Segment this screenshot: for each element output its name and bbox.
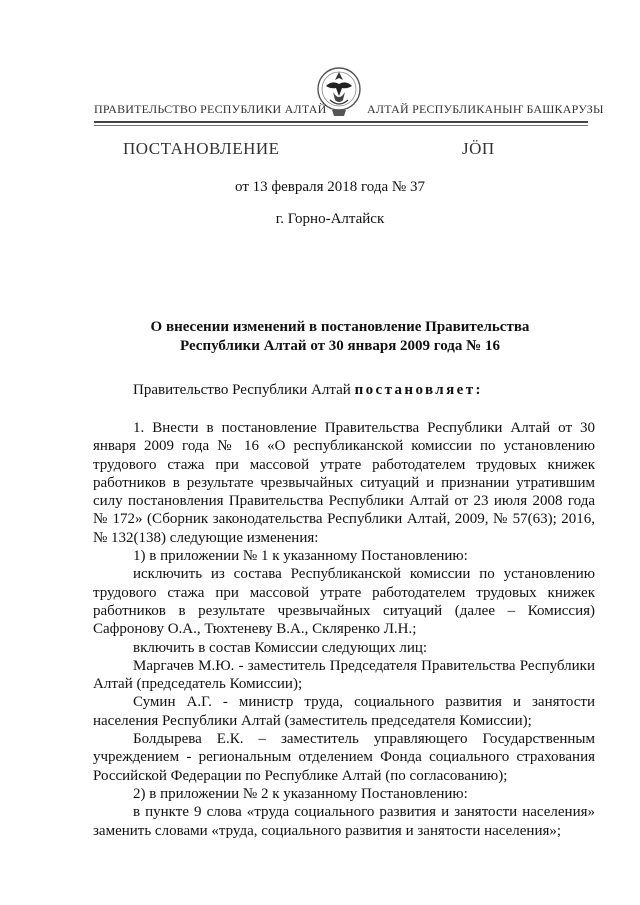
header-divider (94, 121, 588, 123)
document-type-ru: ПОСТАНОВЛЕНИЕ (123, 139, 280, 158)
document-type-alt: JÖП (462, 139, 495, 158)
paragraph: исключить из состава Республиканской комиссии по установлению трудового стажа при массовой утрате работодателем трудовых книжек работников в результате чрезвычайных ситуаций (далее – Комиссия) Сафронову О.А., Тюхтеневу В.А., Скляренко Л.Н.; (93, 566, 595, 638)
paragraph: Сумин А.Г. - министр труда, социального развития и занятости населения Республики Алтай (заместитель председателя Комиссии); (93, 694, 595, 729)
paragraph: Маргачев М.Ю. - заместитель Председателя Правительства Республики Алтай (председатель Комиссии); (93, 657, 595, 693)
government-name-ru: ПРАВИТЕЛЬСТВО РЕСПУБЛИКИ АЛТАЙ (94, 102, 327, 116)
paragraph: 2) в приложении № 2 к указанному Постановлению: (133, 785, 468, 802)
preamble (133, 382, 483, 399)
document-date-number: от 13 февраля 2018 года № 37 (235, 179, 425, 195)
header-divider-thin (94, 125, 588, 126)
preamble-verb: постановляет: (354, 382, 483, 398)
paragraph: включить в состав Комиссии следующих лиц: (133, 639, 428, 656)
paragraph: Болдырева Е.К. – заместитель управляющего Государственным учреждением - региональным отделением Фонда социального страхования Российской Федерации по Республике Алтай (по согласованию); (93, 731, 595, 784)
document-title (110, 318, 570, 356)
paragraph: 1. Внести в постановление Правительства Республики Алтай от 30 января 2009 года № 16 «О республиканской комиссии по установлению трудового стажа при массовой утрате работодателем трудовых книжек работников в результате чрезвычайных ситуаций и признании утратившим силу постановления Правительства Республики Алтай от 23 июля 2008 года № 172» (Сборник законодательства Республики Алтай, 2009, № 57(63); 2016, № 132(138) следующие изменения: (93, 420, 595, 546)
preamble-text: Правительство Республики Алтай (133, 382, 351, 398)
document-body (93, 419, 595, 840)
paragraph: в пункте 9 слова «труда социального развития и занятости населения» заменить словами «труда, социального развития и занятости населения»; (93, 804, 595, 839)
government-name-alt: АЛТАЙ РЕСПУБЛИКАНЫҤ БАШКАРУЗЫ (367, 102, 604, 116)
title-line-2: Республики Алтай от 30 января 2009 года № 16 (180, 338, 500, 354)
paragraph: 1) в приложении № 1 к указанному Постановлению: (133, 548, 468, 565)
document-city: г. Горно-Алтайск (275, 211, 385, 227)
title-line-1: О внесении изменений в постановление Правительства (150, 319, 530, 335)
letterhead (0, 0, 640, 140)
